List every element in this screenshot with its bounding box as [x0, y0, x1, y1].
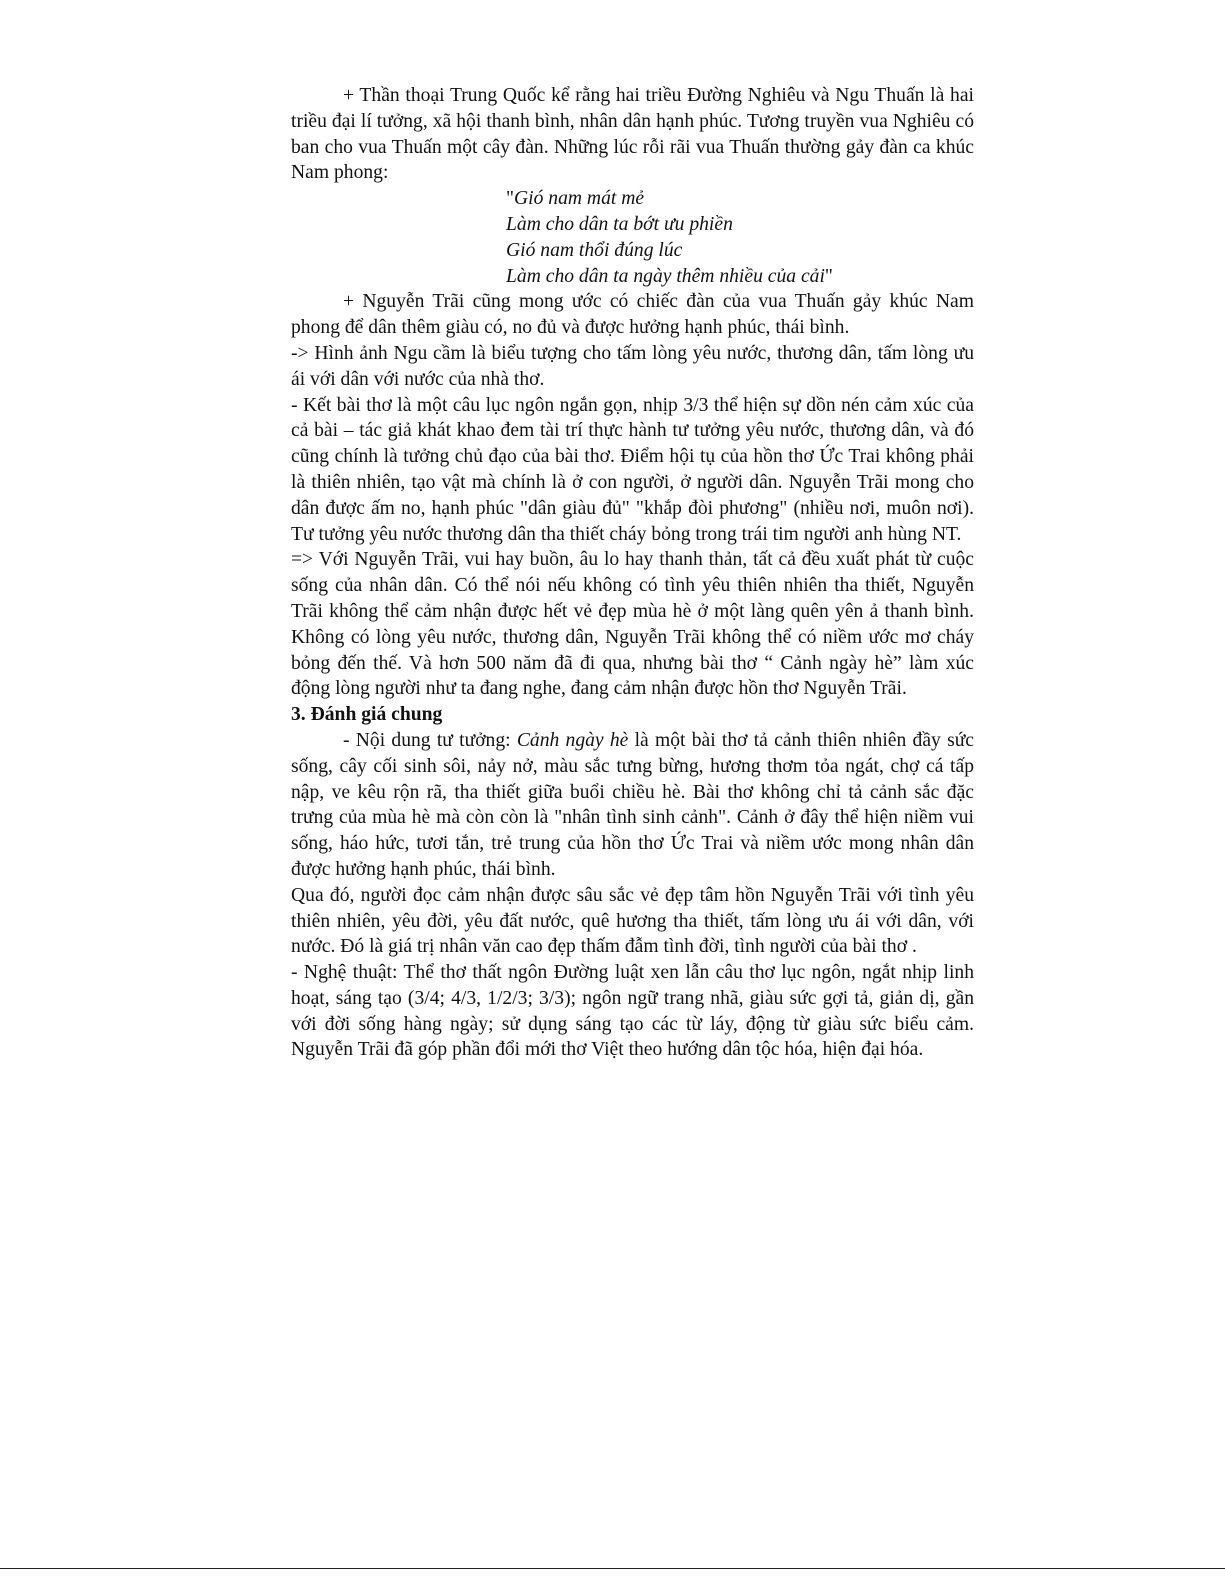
page-bottom-border — [0, 1568, 1225, 1569]
paragraph-ngu-cam-symbol: -> Hình ảnh Ngu cầm là biểu tượng cho tấm lòng yêu nước, thương dân, tấm lòng ưu ái với dân với nước của nhà thơ. — [291, 342, 974, 390]
paragraph-reader-feeling: Qua đó, người đọc cảm nhận được sâu sắc vẻ đẹp tâm hồn Nguyễn Trãi với tình yêu thiên nhiên, yêu đời, yêu đất nước, quê hương tha thiết, tấm lòng ưu ái với dân, với nước. Đó là giá trị nhân văn cao đẹp thấm đẫm tình đời, tình người của bài thơ . — [291, 884, 974, 958]
poem-line-1-text: Gió nam mát mẻ — [514, 188, 645, 210]
paragraph-ending-line: - Kết bài thơ là một câu lục ngôn ngắn gọn, nhịp 3/3 thể hiện sự dồn nén cảm xúc của cả bài – tác giả khát khao đem tài trí thực hành tư tưởng yêu nước, thương dân, và đó cũng chính là tưởng chủ đạo của bài thơ. Điểm hội tụ của hồn thơ Ức Trai không phải là thiên nhiên, tạo vật mà chính là ở con người, ở người dân. Nguyễn Trãi mong cho dân được ấm no, hạnh phúc "dân giàu đủ" "khắp đòi phương" (nhiều nơi, muôn nơi). Tư tưởng yêu nước thương dân tha thiết cháy bỏng trong trái tim người anh hùng NT. — [291, 394, 974, 545]
document-page — [291, 83, 974, 1063]
paragraph-conclusion: => Với Nguyễn Trãi, vui hay buồn, âu lo hay thanh thản, tất cả đều xuất phát từ cuộc sống của nhân dân. Có thể nói nếu không có tình yêu thiên nhiên tha thiết, Nguyễn Trãi không thể cảm nhận được hết vẻ đẹp mùa hè ở một làng quên yên ả thanh bình. Không có lòng yêu nước, thương dân, Nguyễn Trãi không thể có niềm ước mơ cháy bỏng đến thế. Và hơn 500 năm đã đi qua, nhưng bài thơ “ Cảnh ngày hè” làm xúc động lòng người như ta đang nghe, đang cảm nhận được hồn thơ Nguyễn Trãi. — [291, 549, 974, 700]
poem-line-4-text: Làm cho dân ta ngày thêm nhiều của cải — [506, 265, 825, 287]
section-heading: 3. Đánh giá chung — [291, 704, 443, 726]
poem-title: Cảnh ngày hè — [516, 729, 629, 751]
poem-open-quote: " — [506, 188, 514, 210]
paragraph-nguyen-trai-wish: + Nguyễn Trãi cũng mong ước có chiếc đàn của vua Thuấn gảy khúc Nam phong để dân thêm giàu có, no đủ và được hưởng hạnh phúc, thái bình. — [291, 291, 974, 339]
content-prefix: - Nội dung tư tưởng: — [343, 729, 517, 751]
paragraph-art: - Nghệ thuật: Thể thơ thất ngôn Đường luật xen lẫn câu thơ lục ngôn, ngắt nhịp linh hoạt, sáng tạo (3/4; 4/3, 1/2/3; 3/3); ngôn ngữ trang nhã, giàu sức gợi tả, giản dị, gần với đời sống hàng ngày; sử dụng sáng tạo các từ láy, động từ giàu sức biểu cảm. Nguyễn Trãi đã góp phần đổi mới thơ Việt theo hướng dân tộc hóa, hiện đại hóa. — [291, 962, 974, 1061]
poem-nam-phong — [506, 186, 974, 289]
content-rest: là một bài thơ tả cảnh thiên nhiên đầy sức sống, cây cối sinh sôi, nảy nở, màu sắc tưng bừng, hương thơm tỏa ngát, chợ cá tấp nập, ve kêu rộn rã, tha thiết giữa buổi chiều hè. Bài thơ không chỉ tả cảnh sắc đặc trưng của mùa hè mà còn còn là "nhân tình sinh cảnh". Cảnh ở đây thể hiện niềm vui sống, háo hức, tươi tắn, trẻ trung của hồn thơ Ức Trai và niềm ước mong nhân dân được hưởng hạnh phúc, thái bình. — [291, 729, 975, 880]
poem-line-3: Gió nam thổi đúng lúc — [506, 239, 683, 261]
poem-close-quote: " — [824, 265, 833, 287]
paragraph-myth: + Thần thoại Trung Quốc kể rằng hai triều Đường Nghiêu và Ngu Thuấn là hai triều đại lí tưởng, xã hội thanh bình, nhân dân hạnh phúc. Tương truyền vua Nghiêu có ban cho vua Thuấn một cây đàn. Những lúc rỗi rãi vua Thuấn thường gảy đàn ca khúc Nam phong: — [291, 85, 974, 184]
poem-line-1 — [506, 186, 974, 212]
paragraph-content-theme — [291, 728, 974, 883]
poem-line-2: Làm cho dân ta bớt ưu phiền — [506, 213, 733, 235]
poem-line-4 — [506, 264, 974, 290]
